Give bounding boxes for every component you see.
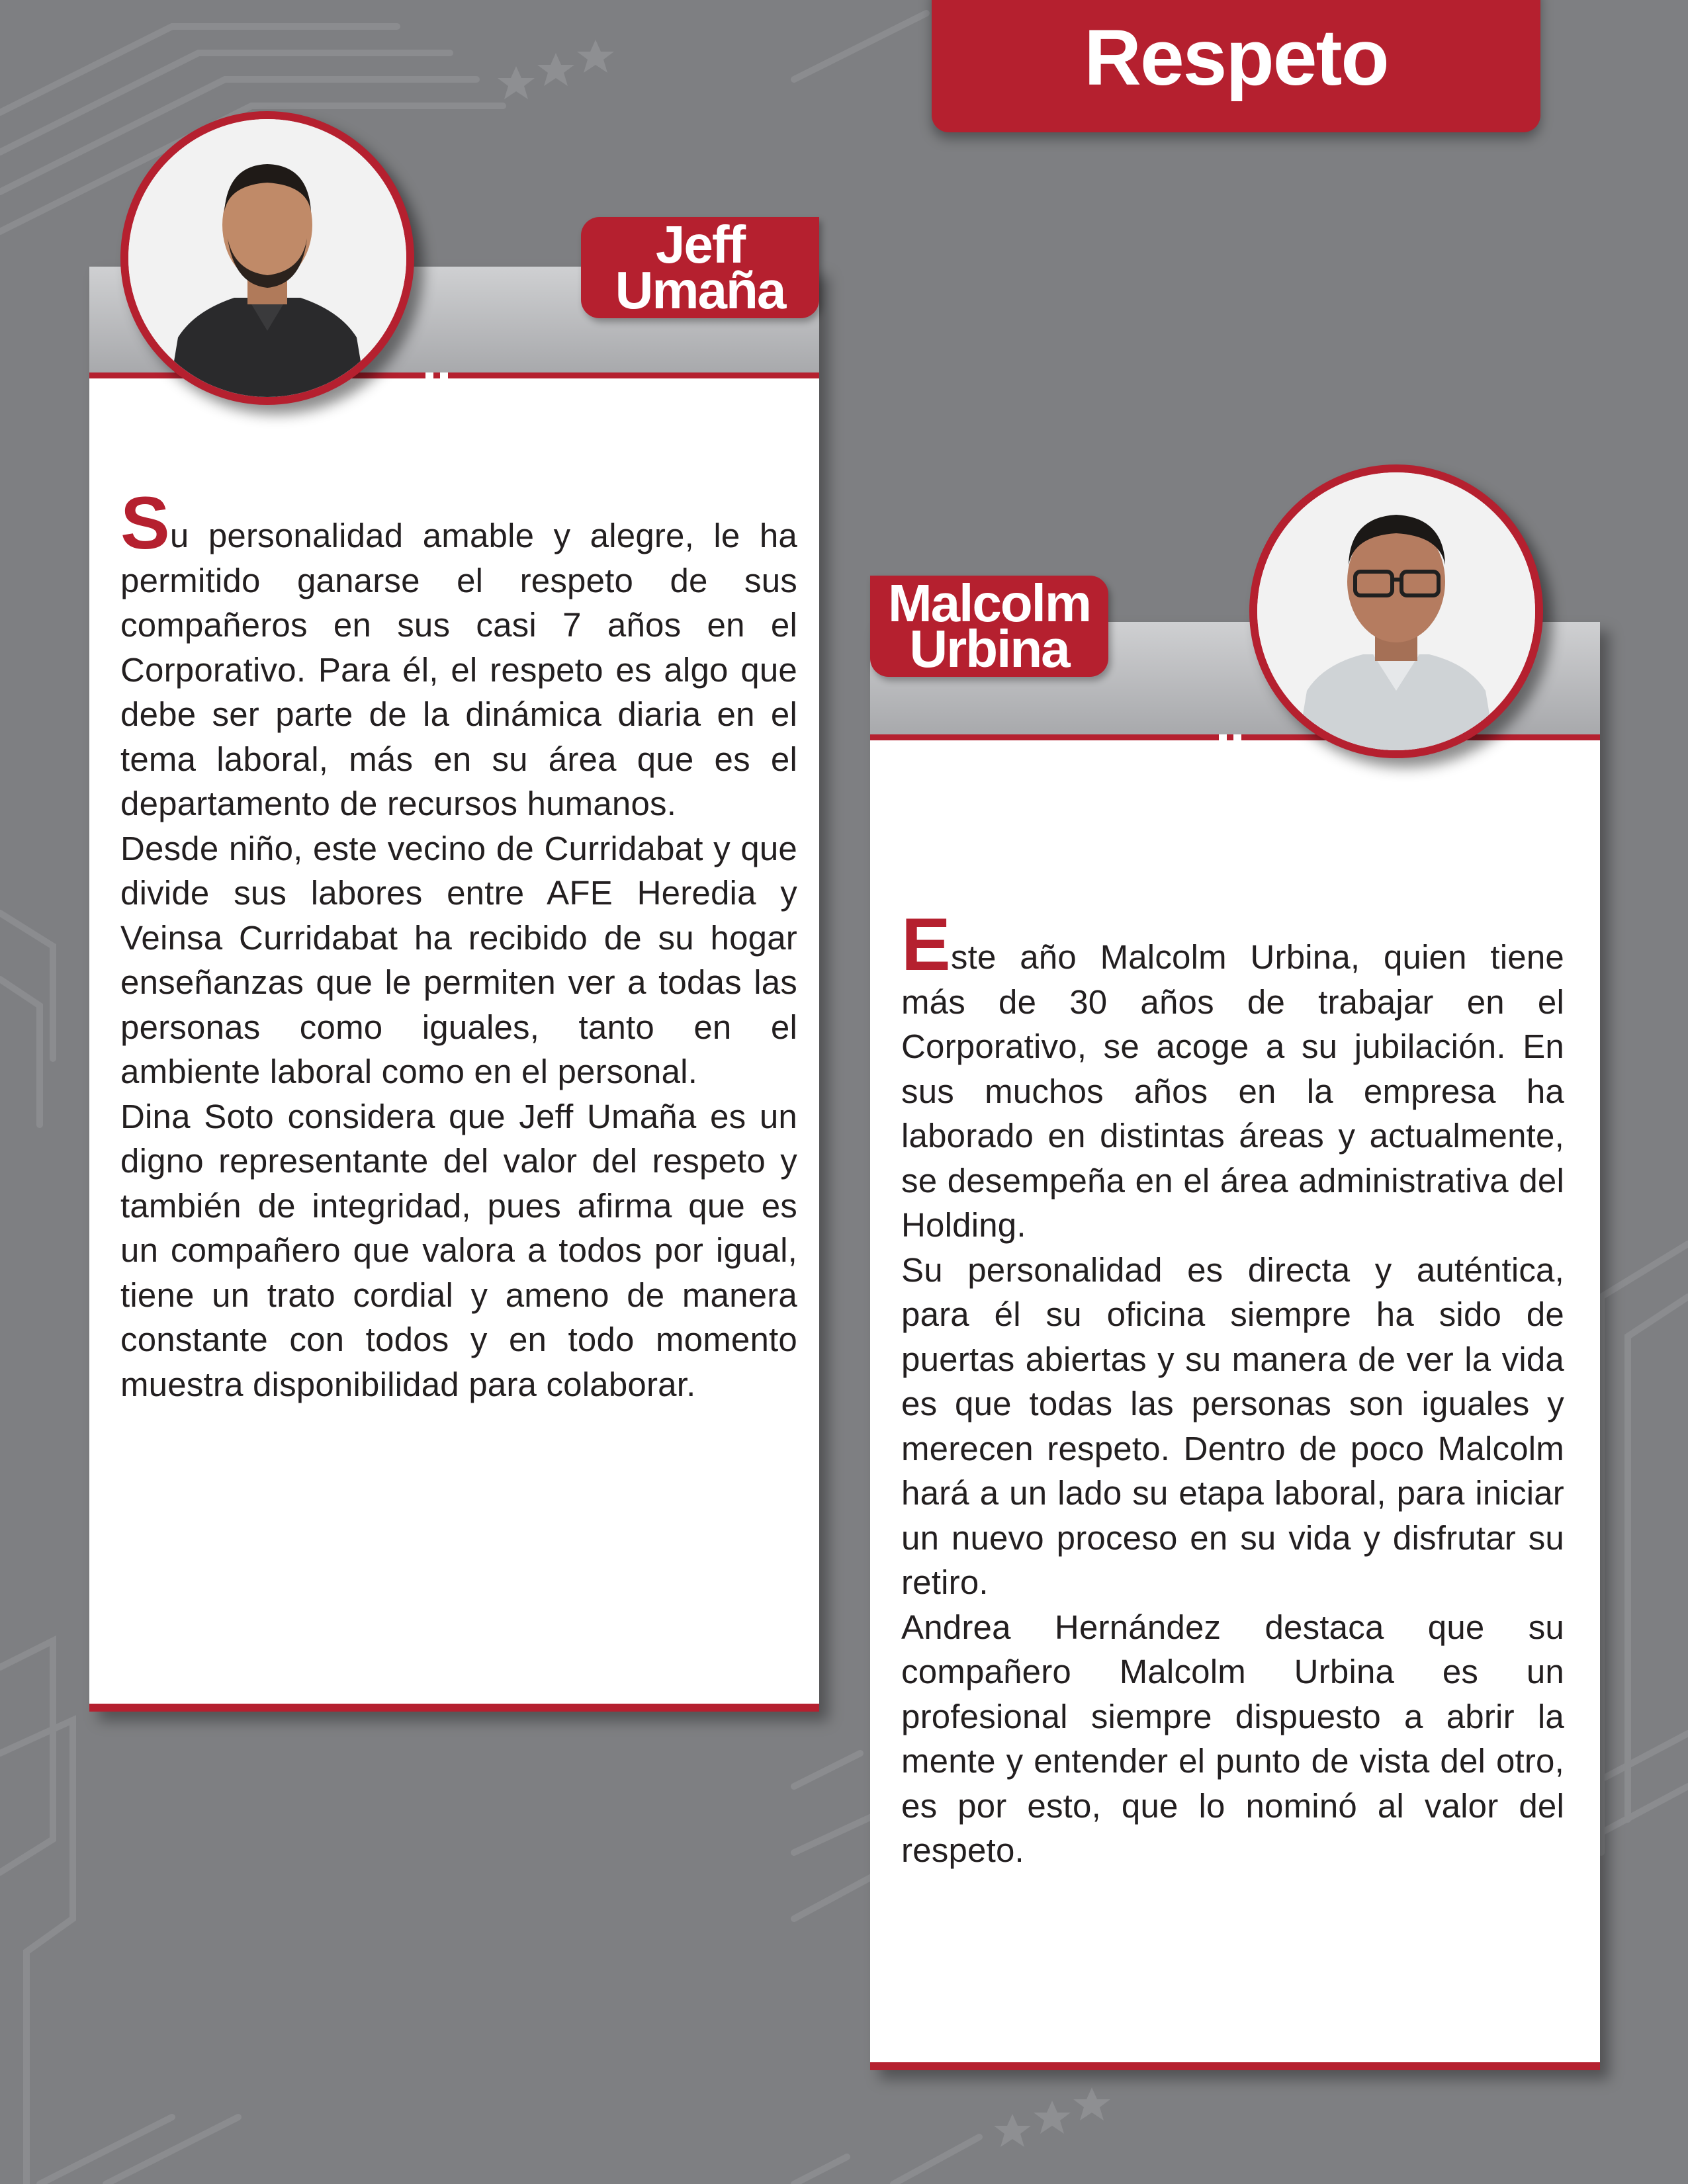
page-title: Respeto (932, 0, 1540, 132)
profile-text-malcolm (901, 903, 1564, 1873)
band-dash-marks (1219, 734, 1241, 740)
portrait-malcolm (1249, 464, 1543, 758)
paragraph-text: ste año Malcolm Urbina, quien tiene más de 30 años de trabajar en el Corporativo, se acoge a su jubilación. En sus muchos años en la empresa ha laborado en distintas áreas y actualmente, se desempeña en el área administrativa del Holding. (901, 938, 1564, 1244)
person-photo-icon (128, 119, 406, 397)
paragraph: Su personalidad es directa y auténtica, para él su oficina siempre ha sido de puertas abiertas y su manera de ver la vida es que todas las personas son iguales y merecen respeto. Dentro de poco Malcolm hará a un lado su etapa laboral, para iniciar un nuevo proceso en su vida y disfrutar su retiro. (901, 1250, 1564, 1601)
name-tab-malcolm (870, 573, 1108, 678)
first-name: Malcolm (887, 573, 1091, 633)
paragraph: Desde niño, este vecino de Curridabat y que divide sus labores entre AFE Heredia y Veinsa Curridabat ha recibido de su hogar enseñanzas que le permiten ver a todas las personas como iguales, tanto en el ambiente laboral como en el personal. (120, 829, 797, 1090)
last-name: Umaña (615, 260, 785, 320)
paragraph: Dina Soto considera que Jeff Umaña es un digno representante del valor del respeto y también de integridad, pues afirma que es un compañero que valora a todos por igual, tiene un trato cordial y ameno de manera constante con todos y en todo momento muestra disponibilidad para colaborar. (120, 1097, 797, 1403)
band-dash-marks (425, 372, 448, 378)
last-name: Urbina (909, 619, 1069, 678)
first-name: Jeff (655, 214, 745, 274)
portrait-jeff (120, 111, 414, 405)
dropcap: E (901, 903, 951, 986)
dropcap: S (120, 482, 170, 564)
paragraph-text: u personalidad amable y alegre, le ha permitido ganarse el respeto de sus compañeros en sus casi 7 años en el Corporativo. Para él, el respeto es algo que debe ser parte de la dinámica diaria en el tema laboral, más en su área que es el departamento de recursos humanos. (120, 517, 797, 822)
paragraph (901, 903, 1564, 1248)
paragraph (120, 482, 797, 826)
name-tab-jeff (581, 214, 819, 320)
person-photo-icon (1257, 472, 1535, 750)
paragraph: Andrea Hernández destaca que su compañero Malcolm Urbina es un profesional siempre dispuesto a abrir la mente y entender el punto de vista del otro, es por esto, que lo nominó al valor del respeto. (901, 1608, 1564, 1869)
profile-text-jeff (120, 482, 797, 1407)
